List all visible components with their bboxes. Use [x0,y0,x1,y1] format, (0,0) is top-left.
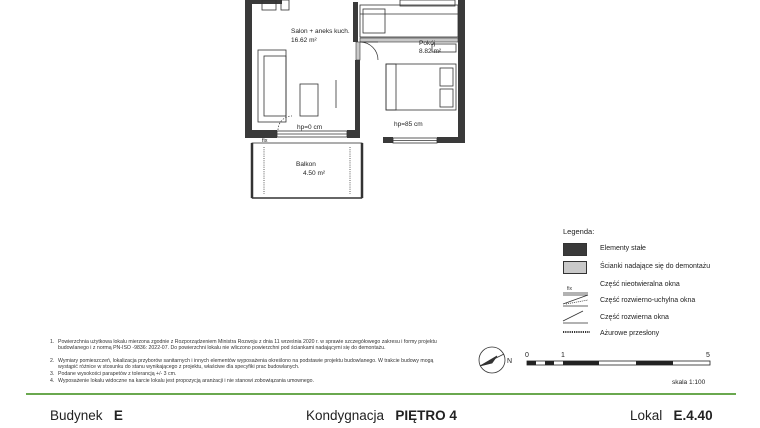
legend-swatch-demountable [563,261,587,274]
legend-label: Elementy stałe [600,245,646,252]
pokoj-name: Pokój [419,40,436,47]
footer-kondygnacja [306,408,457,423]
plan-doors [278,42,378,130]
fix-window-symbol [563,293,588,295]
footer-budynek [50,408,123,423]
plan-demountable-walls [356,38,458,60]
legend-title: Legenda: [563,227,595,236]
plan-bed [386,64,456,110]
salon-area: 16.62 m² [291,37,317,44]
notes-block [50,339,450,385]
scale-tick-0: 0 [525,352,529,359]
hp-right-label: hp=85 cm [394,121,423,128]
legend-label: Ścianki nadające się do demontażu [600,263,711,270]
legend-label: Część rozwierna okna [600,314,669,321]
note-item: 2. Wymiary pomieszczeń, lokalizacja przyborów sanitarnych i innych elementów wyposażenia określono na podstawie projektu budowlanego. W trakcie budowy mogą wystąpić różnice w stosunku do stanu wynikającego z projektu, właściwe dla specyfiki prac budowlanych. [50,358,434,371]
lokal-value: E.4.40 [673,408,713,423]
tilt-window-symbol [563,295,588,306]
kondygnacja-label: Kondygnacja [306,408,385,423]
footer-divider [26,393,736,395]
legend-label: Część rozwierno-uchylna okna [600,297,696,304]
hp-left-label: hp=0 cm [297,124,323,131]
fix-label: fix [262,138,268,144]
legend-fix-text: fix [567,286,572,292]
note-item: 4. Wyposażenie lokalu widoczne na karcie lokalu jest propozycją aranżacji i nie stanowi zobowiązania umownego. [50,378,315,384]
compass-north-label: N [507,358,513,365]
budynek-value: E [113,408,123,423]
scale-bar [527,361,710,365]
scale-label: skala 1:100 [672,379,706,386]
lokal-label: Lokal [630,408,663,423]
legend-swatch-fixed [563,243,587,256]
pokoj-area: 8.82 m² [419,48,442,55]
open-window-symbol [563,311,588,323]
plan-walls [245,0,465,143]
note-item: 1. Powierzchnia użytkowa lokalu mierzona zgodnie z Rozporządzeniem Ministra Rozwoju z dnia 11 września 2020 r. w sprawie szczegółowego zakresu i formy projektu budowlanego i z normą PN-ISO -9836: 2022-07. Do powierzchni lokalu nie wliczono powierzchni pod ściankami nadającymi się do demontażu. [50,339,437,352]
plan-table [300,80,336,116]
scale-tick-5: 5 [706,352,710,359]
scale-tick-1: 1 [561,352,565,359]
balkon-name: Balkon [296,161,316,168]
budynek-label: Budynek [50,408,103,423]
legend-label: Ażurowe przesłony [600,330,660,337]
footer-lokal [630,408,713,423]
legend-symbols [563,293,590,332]
compass-icon [479,347,505,373]
kondygnacja-value: PIĘTRO 4 [395,408,457,423]
salon-name: Salon + aneks kuch. [291,28,350,35]
note-item: 3. Podane wysokości parapetów z tolerancją +/- 3 cm. [50,371,177,377]
plan-sofa [258,50,286,122]
legend-label: Część nieotwieralna okna [600,281,680,288]
balkon-area: 4.50 m² [303,170,326,177]
